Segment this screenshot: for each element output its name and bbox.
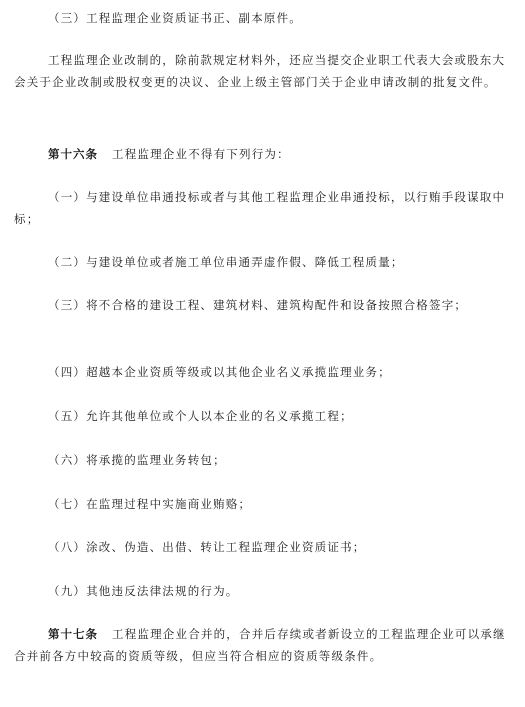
article-16-item-3 [14,294,514,316]
list-item-text: （二）与建设单位或者施工单位串通弄虚作假、降低工程质量； [48,255,404,269]
article-16-number: 第十六条 [48,147,98,161]
article-16-item-2 [14,251,514,273]
list-item-text: （四）超越本企业资质等级或以其他企业名义承揽监理业务； [48,365,391,379]
article-16-heading-paragraph [14,143,514,165]
paragraph-item-3-certificate [14,7,514,29]
article-16-item-8 [14,536,514,558]
article-16-item-9 [14,580,514,602]
list-item-text: （七）在监理过程中实施商业贿赂； [48,497,252,511]
paragraph-text: （三）工程监理企业资质证书正、副本原件。 [48,11,302,25]
list-item-text: （五）允许其他单位或个人以本企业的名义承揽工程； [48,409,353,423]
article-17-text: 工程监理企业合并的，合并后存续或者新设立的工程监理企业可以承继合并前各方中较高的资质等级，但应当符合相应的资质等级条件。 [14,627,506,663]
article-16-item-4 [14,361,514,383]
list-item-text: （一）与建设单位串通投标或者与其他工程监理企业串通投标，以行贿手段谋取中标； [14,190,506,226]
paragraph-restructure-materials [14,49,514,93]
article-17-number: 第十七条 [48,627,98,641]
article-16-text: 工程监理企业不得有下列行为： [112,147,290,161]
list-item-text: （九）其他违反法律法规的行为。 [48,584,239,598]
article-16-item-1 [14,186,514,230]
article-17-paragraph [14,623,514,667]
list-item-text: （八）涂改、伪造、出借、转让工程监理企业资质证书； [48,540,366,554]
paragraph-text: 工程监理企业改制的，除前款规定材料外，还应当提交企业职工代表大会或股东大会关于企业改制或股权变更的决议、企业上级主管部门关于企业申请改制的批复文件。 [14,53,506,89]
article-16-item-7 [14,493,514,515]
list-item-text: （六）将承揽的监理业务转包； [48,453,226,467]
list-item-text: （三）将不合格的建设工程、建筑材料、建筑构配件和设备按照合格签字； [48,298,468,312]
article-16-item-5 [14,405,514,427]
article-16-item-6 [14,449,514,471]
